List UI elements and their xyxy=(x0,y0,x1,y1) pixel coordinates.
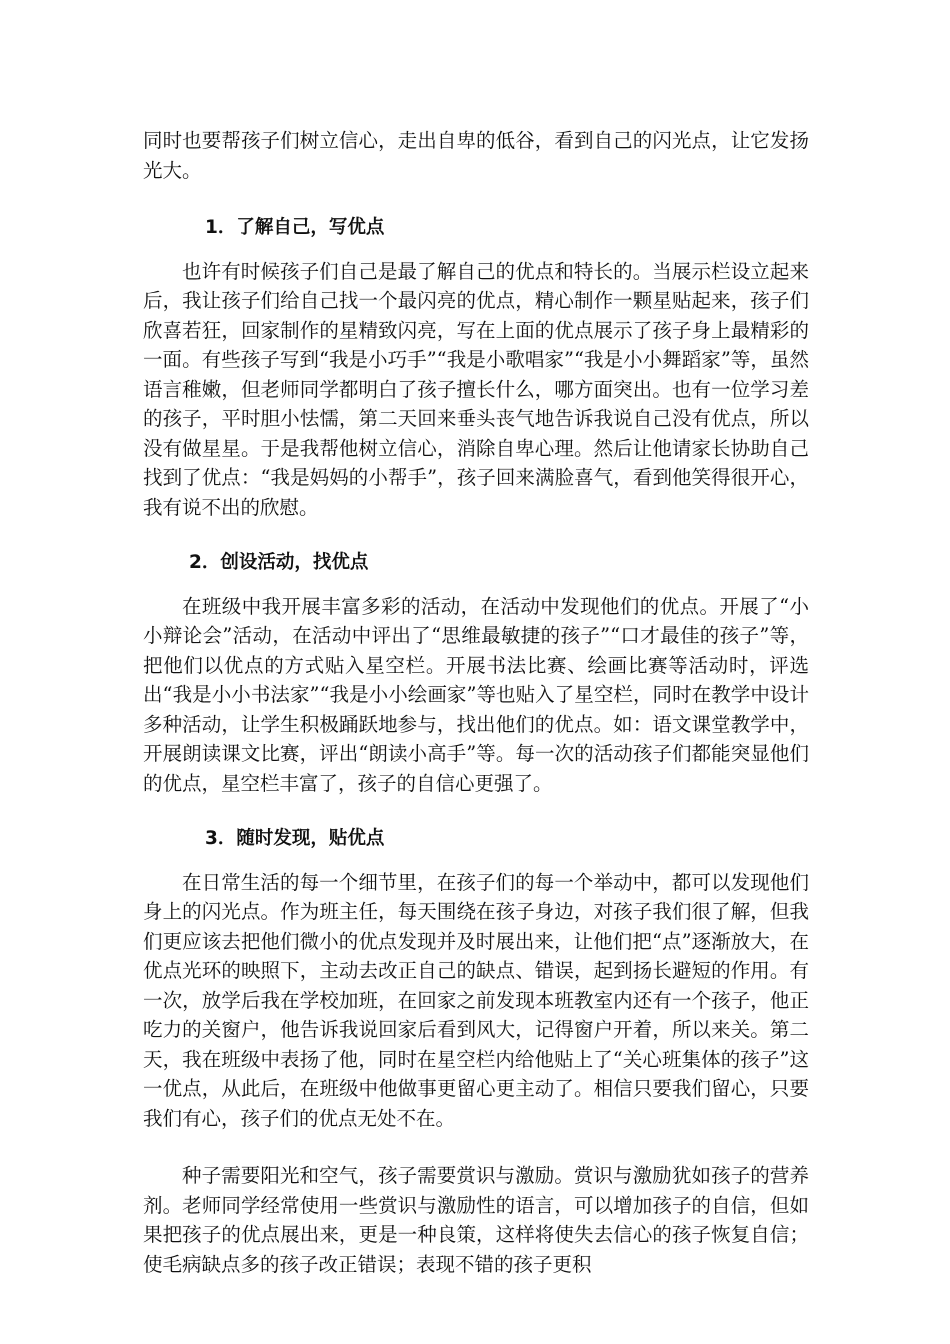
section-3-body: 在日常生活的每一个细节里，在孩子们的每一个举动中，都可以发现他们身上的闪光点。作为班主任，每天围绕在孩子身边，对孩子我们很了解，但我们更应该去把他们微小的优点发现并及时展出来，让他们把“点”逐渐放大，在优点光环的映照下，主动去改正自己的缺点、错误，起到扬长避短的作用。有一次，放学后我在学校加班，在回家之前发现本班教室内还有一个孩子，他正吃力的关窗户，他告诉我说回家后看到风大，记得窗户开着，所以来关。第二天，我在班级中表扬了他，同时在星空栏内给他贴上了“关心班集体的孩子”这一优点，从此后，在班级中他做事更留心更主动了。相信只要我们留心，只要我们有心，孩子们的优点无处不在。 xyxy=(143,870,809,1130)
closing-paragraph: 种子需要阳光和空气，孩子需要赏识与激励。赏识与激励犹如孩子的营养剂。老师同学经常使用一些赏识与激励性的语言，可以增加孩子的自信，但如果把孩子的优点展出来，更是一种良策，这样将使失去信心的孩子恢复自信；使毛病缺点多的孩子改正错误；表现不错的孩子更积 xyxy=(143,1164,809,1276)
section-1-body: 也许有时候孩子们自己是最了解自己的优点和特长的。当展示栏设立起来后，我让孩子们给自己找一个最闪亮的优点，精心制作一颗星贴起来，孩子们欣喜若狂，回家制作的星精致闪亮，写在上面的优点展示了孩子身上最精彩的一面。有些孩子写到“我是小巧手”“我是小歌唱家”“我是小小舞蹈家”等，虽然语言稚嫩，但老师同学都明白了孩子擅长什么，哪方面突出。也有一位学习差的孩子，平时胆小怯懦，第二天回来垂头丧气地告诉我说自己没有优点，所以没有做星星。于是我帮他树立信心，消除自卑心理。然后让他请家长协助自己找到了优点：“我是妈妈的小帮手”，孩子回来满脸喜气，看到他笑得很开心，我有说不出的欣慰。 xyxy=(143,259,809,519)
document-page xyxy=(143,120,809,1279)
intro-paragraph: 同时也要帮孩子们树立信心，走出自卑的低谷，看到自己的闪光点，让它发扬光大。 xyxy=(143,129,809,182)
section-2-body: 在班级中我开展丰富多彩的活动，在活动中发现他们的优点。开展了“小小辩论会”活动，在活动中评出了“思维最敏捷的孩子”“口才最佳的孩子”等，把他们以优点的方式贴入星空栏。开展书法比赛、绘画比赛等活动时，评选出“我是小小书法家”“我是小小绘画家”等也贴入了星空栏，同时在教学中设计多种活动，让学生积极踊跃地参与，找出他们的优点。如：语文课堂教学中，开展朗读课文比赛，评出“朗读小高手”等。每一次的活动孩子们都能突显他们的优点，星空栏丰富了，孩子的自信心更强了。 xyxy=(143,594,809,795)
section-1-heading: 1．了解自己，写优点 xyxy=(205,217,385,238)
section-3-heading: 3．随时发现，贴优点 xyxy=(205,828,385,849)
section-2-heading: 2．创设活动，找优点 xyxy=(189,552,369,573)
